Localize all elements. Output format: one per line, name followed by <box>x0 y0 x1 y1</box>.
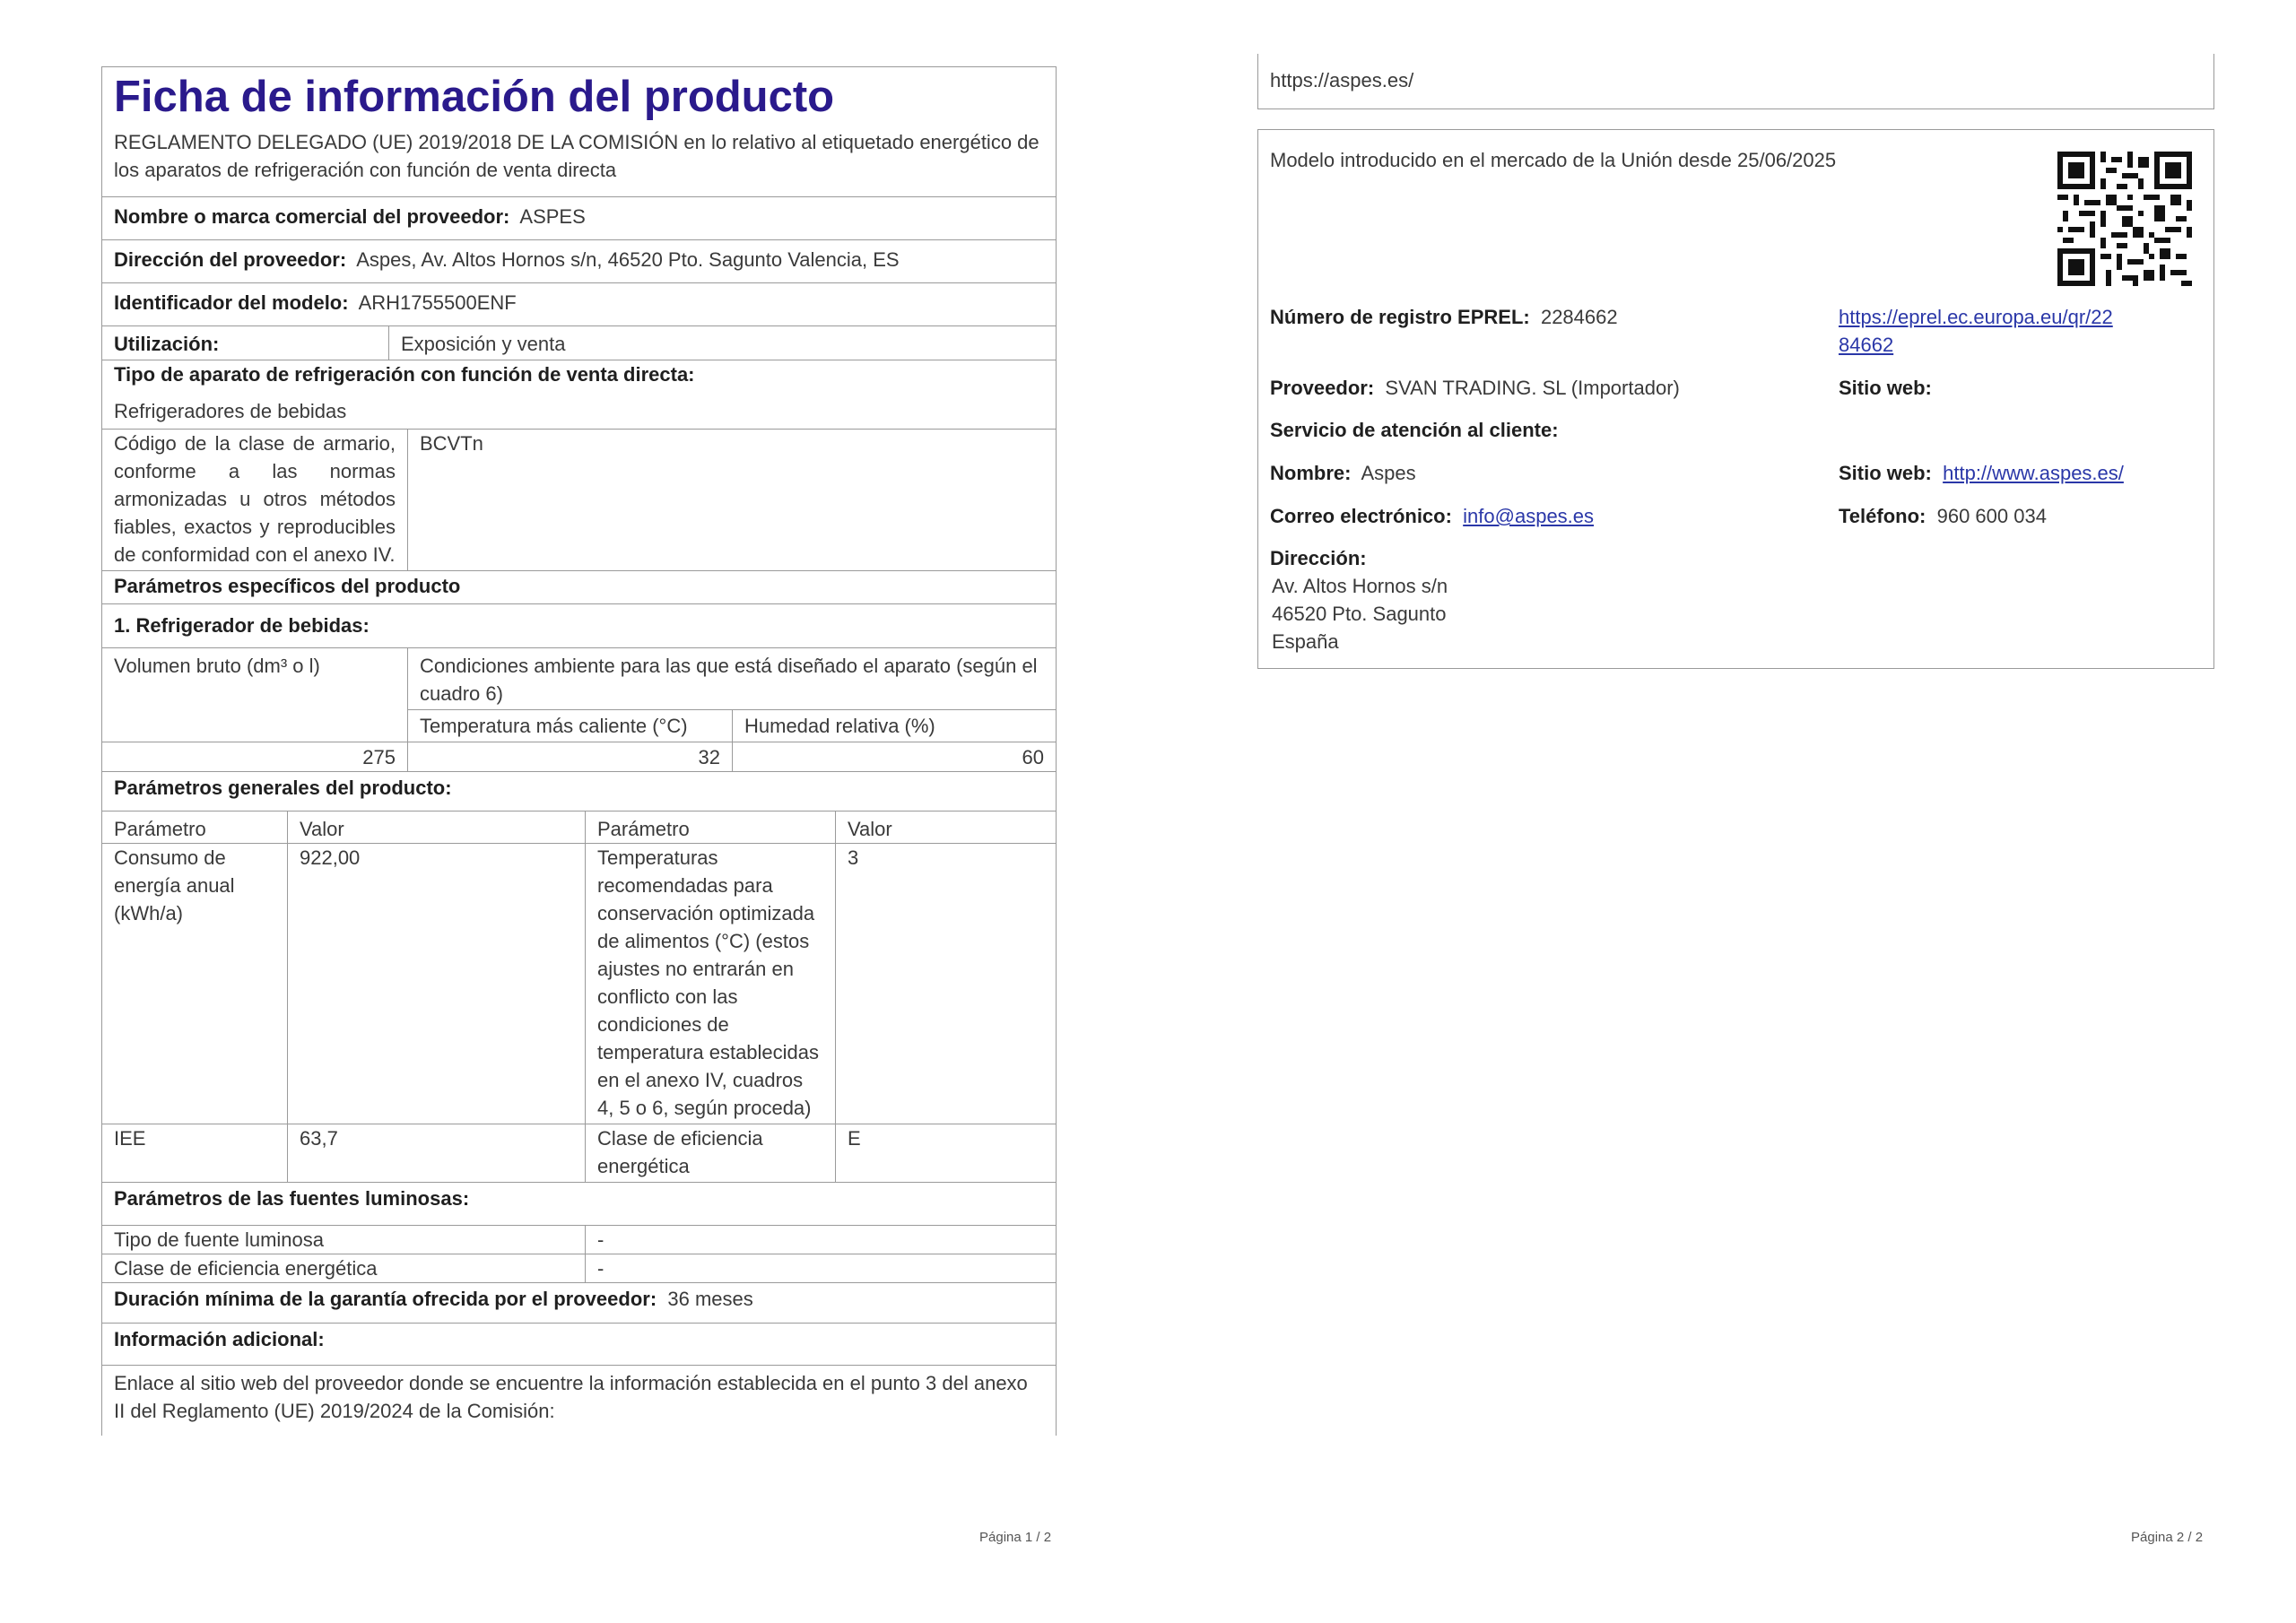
humidity-label: Humedad relativa (%) <box>744 715 935 737</box>
email-link[interactable]: info@aspes.es <box>1463 505 1595 527</box>
light-params-heading: Parámetros de las fuentes luminosas: <box>102 1183 1056 1226</box>
param-header-2: Parámetro <box>586 812 836 843</box>
appliance-type-row <box>102 360 1056 430</box>
address-block <box>1270 544 1448 655</box>
volume-label: Volumen bruto (dm³ o l) <box>102 648 408 742</box>
address-line-1: Av. Altos Hornos s/n <box>1272 575 1448 597</box>
iee-label: IEE <box>102 1124 288 1182</box>
iee-value: 63,7 <box>288 1124 586 1182</box>
appliance-type-value: Refrigeradores de bebidas <box>114 400 347 422</box>
website-row <box>1839 459 2124 487</box>
address-label: Dirección del proveedor: <box>114 248 347 271</box>
value-header-2: Valor <box>848 818 892 840</box>
light-class-value: - <box>597 1257 604 1280</box>
humidity-value: 60 <box>1022 746 1044 768</box>
specific-params-heading: Parámetros específicos del producto <box>102 571 1056 604</box>
recommended-temp-value: 3 <box>848 846 859 869</box>
header-block <box>102 67 1056 197</box>
eprel-link[interactable] <box>1839 303 2113 359</box>
address-line-3: España <box>1272 630 1339 653</box>
light-class-label: Clase de eficiencia energética <box>102 1254 586 1282</box>
temperature-value: 32 <box>408 742 733 771</box>
general-params-heading: Parámetros generales del producto: <box>102 772 1056 812</box>
eprel-link-line-1[interactable]: https://eprel.ec.europa.eu/qr/22 <box>1839 306 2113 328</box>
eprel-label: Número de registro EPREL: <box>1270 306 1530 328</box>
volume-values-row <box>102 742 1056 772</box>
cabinet-value: BCVTn <box>420 432 483 455</box>
eprel-info-box <box>1257 129 2214 669</box>
efficiency-class-value: E <box>848 1127 861 1150</box>
regulation-subtitle: REGLAMENTO DELEGADO (UE) 2019/2018 DE LA COMISIÓN en lo relativo al etiquetado energético de los aparatos de refrigeración con función de venta directa <box>114 131 1039 181</box>
efficiency-class-label: Clase de eficiencia energética <box>586 1124 836 1182</box>
supplier-url-row <box>1257 54 2214 109</box>
model-row <box>102 283 1056 326</box>
page-1 <box>101 66 1057 1436</box>
recommended-temp-label: Temperaturas recomendadas para conservación optimizada de alimentos (°C) (estos ajustes no entrarán en conflicto con las condiciones de temperatura establecidas en el anexo IV, cuadros 4, 5 o 6, según proceda) <box>586 844 836 1124</box>
market-date-text: Modelo introducido en el mercado de la Unión desde 25/06/2025 <box>1270 149 1837 171</box>
provider-website-label: Sitio web: <box>1839 377 1932 399</box>
light-type-label: Tipo de fuente luminosa <box>102 1226 586 1254</box>
warranty-row <box>102 1283 1056 1324</box>
provider-website-row <box>1839 374 1932 402</box>
cabinet-label: Código de la clase de armario, conforme a las normas armonizadas u otros métodos fiables, exactos y reproducibles de conformidad con el anexo IV. <box>102 430 408 570</box>
light-type-value: - <box>597 1228 604 1251</box>
light-class-row <box>102 1254 1056 1283</box>
use-label: Utilización: <box>102 326 389 360</box>
eprel-number <box>1270 303 1618 331</box>
name-row <box>1270 459 1416 487</box>
website-link[interactable]: http://www.aspes.es/ <box>1943 462 2124 484</box>
energy-label: Consumo de energía anual (kWh/a) <box>102 844 288 1124</box>
supplier-link-text: Enlace al sitio web del proveedor donde se encuentre la información establecida en el punto 3 del anexo II del Reglamento (UE) 2019/2024 de la Comisión: <box>114 1372 1028 1422</box>
energy-value: 922,00 <box>288 844 586 1124</box>
provider-row <box>1270 374 1680 402</box>
model-value: ARH1755500ENF <box>358 291 517 314</box>
qr-code[interactable] <box>2057 152 2192 286</box>
email-row <box>1270 502 1594 530</box>
ambient-label: Condiciones ambiente para las que está diseñado el aparato (según el cuadro 6) <box>408 648 1056 710</box>
page-1-footer: Página 1 / 2 <box>979 1530 1052 1545</box>
phone-row <box>1839 502 2047 530</box>
use-value: Exposición y venta <box>401 333 566 355</box>
product-info-sheet <box>101 66 1057 1436</box>
value-header-1: Valor <box>288 812 586 843</box>
email-label: Correo electrónico: <box>1270 505 1452 527</box>
page-2-footer: Página 2 / 2 <box>2131 1530 2204 1545</box>
model-label: Identificador del modelo: <box>114 291 349 314</box>
energy-row <box>102 844 1056 1124</box>
address-value: Aspes, Av. Altos Hornos s/n, 46520 Pto. Sagunto Valencia, ES <box>356 248 900 271</box>
name-value: Aspes <box>1361 462 1416 484</box>
light-type-row <box>102 1226 1056 1254</box>
provider-value: SVAN TRADING. SL (Importador) <box>1385 377 1680 399</box>
warranty-label: Duración mínima de la garantía ofrecida por el proveedor: <box>114 1288 657 1310</box>
appliance-type-label: Tipo de aparato de refrigeración con función de venta directa: <box>114 363 695 386</box>
param-header-1: Parámetro <box>102 812 288 843</box>
volume-header-row <box>102 648 1056 742</box>
eprel-link-line-2[interactable]: 84662 <box>1839 334 1894 356</box>
volume-value: 275 <box>102 742 408 771</box>
address-line-2: 46520 Pto. Sagunto <box>1272 603 1447 625</box>
use-row <box>102 326 1056 360</box>
phone-label: Teléfono: <box>1839 505 1926 527</box>
page-2 <box>1257 54 2214 669</box>
customer-service-heading: Servicio de atención al cliente: <box>1270 419 1559 441</box>
additional-info-heading: Información adicional: <box>102 1324 1056 1366</box>
ambient-block <box>408 648 1056 742</box>
eprel-value: 2284662 <box>1540 306 1618 328</box>
cabinet-row <box>102 430 1056 571</box>
name-label: Nombre: <box>1270 462 1352 484</box>
supplier-url: https://aspes.es/ <box>1270 69 1414 91</box>
iee-row <box>102 1124 1056 1183</box>
supplier-label: Nombre o marca comercial del proveedor: <box>114 205 510 228</box>
page-title: Ficha de información del producto <box>114 73 835 121</box>
temperature-label: Temperatura más caliente (°C) <box>408 710 733 742</box>
provider-label: Proveedor: <box>1270 377 1375 399</box>
params-header-row <box>102 812 1056 844</box>
beverage-cooler-heading: 1. Refrigerador de bebidas: <box>102 604 1056 648</box>
warranty-value: 36 meses <box>667 1288 753 1310</box>
phone-value: 960 600 034 <box>1936 505 2047 527</box>
direction-label: Dirección: <box>1270 547 1367 569</box>
supplier-value: ASPES <box>519 205 586 228</box>
website-label: Sitio web: <box>1839 462 1932 484</box>
supplier-row <box>102 197 1056 240</box>
address-row <box>102 240 1056 283</box>
